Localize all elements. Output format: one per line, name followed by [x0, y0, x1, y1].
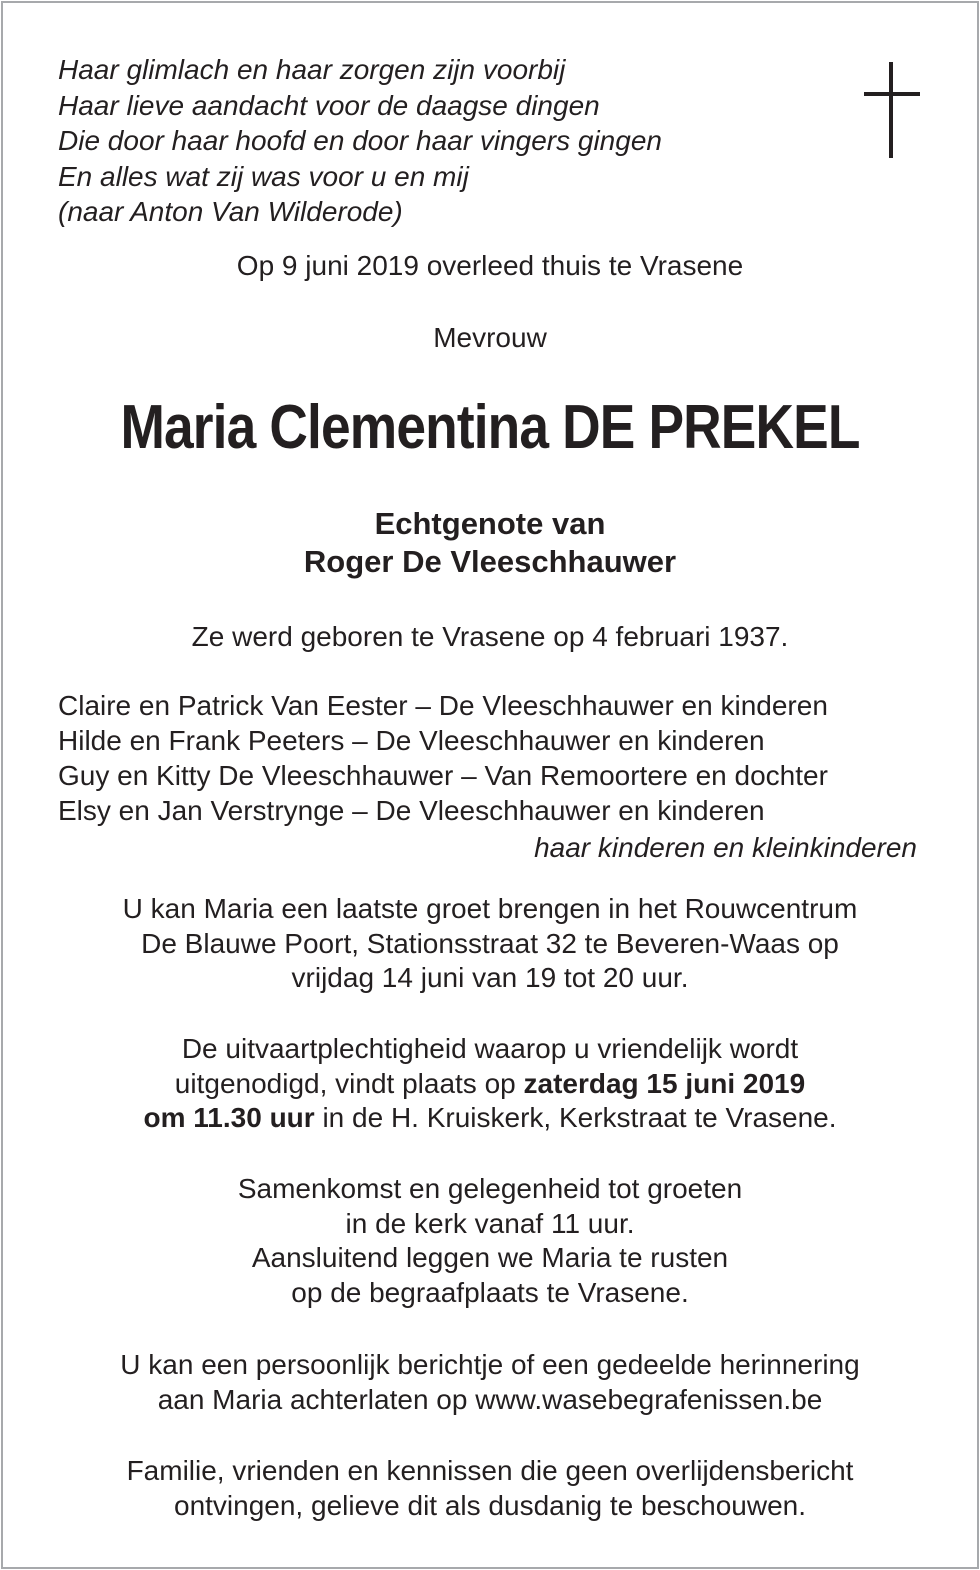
family-member: Claire en Patrick Van Eester – De Vleeschhauwer en kinderen	[58, 690, 828, 721]
gathering-line: Aansluitend leggen we Maria te rusten	[251, 1242, 729, 1273]
funeral-info	[0, 1032, 980, 1136]
family-member: Guy en Kitty De Vleeschhauwer – Van Remoortere en dochter	[58, 760, 828, 791]
funeral-line	[0, 1067, 980, 1102]
birth-info: Ze werd geboren te Vrasene op 4 februari 1937.	[191, 621, 789, 652]
poem-line: Die door haar hoofd en door haar vingers gingen	[58, 125, 662, 156]
funeral-date: zaterdag 15 juni 2019	[523, 1067, 806, 1099]
visitation-line: De Blauwe Poort, Stationsstraat 32 te Beveren-Waas op	[141, 927, 839, 959]
closing-notice	[0, 1454, 980, 1523]
family-list	[58, 688, 828, 828]
spouse-relation: Echtgenote van	[374, 506, 606, 541]
poem-line: Haar glimlach en haar zorgen zijn voorbij	[58, 54, 566, 85]
family-signature: haar kinderen en kleinkinderen	[534, 832, 917, 863]
visitation-line: U kan Maria een laatste groet brengen in het Rouwcentrum	[122, 893, 858, 924]
family-member: Hilde en Frank Peeters – De Vleeschhauwer en kinderen	[58, 725, 765, 756]
gathering-info	[0, 1172, 980, 1310]
salutation: Mevrouw	[433, 322, 547, 353]
funeral-line	[0, 1101, 980, 1136]
notice-line: Familie, vrienden en kennissen die geen overlijdensbericht	[126, 1455, 854, 1486]
poem-line: Haar lieve aandacht voor de daagse dingen	[58, 89, 600, 121]
funeral-time: om 11.30 uur	[143, 1102, 315, 1133]
spouse-name: Roger De Vleeschhauwer	[303, 544, 677, 579]
death-announcement: Op 9 juni 2019 overleed thuis te Vrasene	[236, 250, 744, 281]
deceased-name: Maria Clementina DE PREKEL	[120, 393, 860, 462]
poem-attribution: (naar Anton Van Wilderode)	[58, 196, 403, 227]
funeral-location: in de H. Kruiskerk, Kerkstraat te Vrasene.	[314, 1102, 837, 1133]
condolence-line: aan Maria achterlaten op www.wasebegrafenissen.be	[157, 1383, 823, 1415]
visitation-line: vrijdag 14 juni van 19 tot 20 uur.	[291, 962, 689, 993]
condolence-line: U kan een persoonlijk berichtje of een gedeelde herinnering	[120, 1349, 860, 1380]
gathering-line: Samenkomst en gelegenheid tot groeten	[237, 1173, 743, 1204]
notice-line: ontvingen, gelieve dit als dusdanig te beschouwen.	[174, 1489, 806, 1521]
family-member: Elsy en Jan Verstrynge – De Vleeschhauwer en kinderen	[58, 795, 765, 826]
spouse-block	[0, 505, 980, 581]
poem-line: En alles wat zij was voor u en mij	[58, 160, 469, 192]
cross-icon	[864, 62, 920, 158]
gathering-line: in de kerk vanaf 11 uur.	[345, 1207, 635, 1239]
funeral-text: uitgenodigd, vindt plaats op	[174, 1067, 524, 1099]
gathering-line: op de begraafplaats te Vrasene.	[291, 1276, 689, 1308]
visitation-info	[0, 892, 980, 996]
funeral-line: De uitvaartplechtigheid waarop u vriendelijk wordt	[181, 1033, 799, 1064]
condolence-info	[0, 1348, 980, 1417]
poem	[58, 52, 662, 230]
